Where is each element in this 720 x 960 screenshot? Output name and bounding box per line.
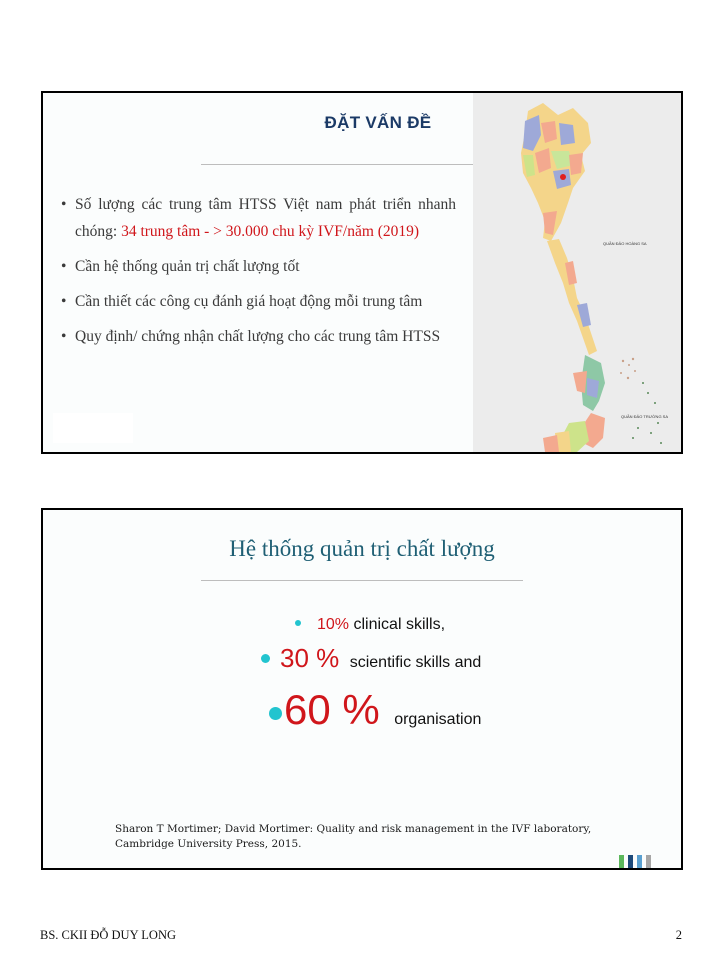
list-item <box>61 253 456 280</box>
list-item <box>61 323 456 350</box>
list-item <box>61 191 456 245</box>
paracel-islands <box>620 358 636 379</box>
logo-bar <box>619 855 624 868</box>
slide-2 <box>41 508 683 870</box>
bullet-text: Số lượng các trung tâm HTSS Việt nam phát triển nhanh chóng: <box>75 196 456 240</box>
spratly-islands <box>632 382 662 444</box>
bullet-text: Cần hệ thống quản trị chất lượng tốt <box>75 258 300 275</box>
bullet-text: Quy định/ chứng nhận chất lượng cho các trung tâm HTSS <box>75 328 441 345</box>
bullet-icon: • <box>61 258 67 275</box>
citation-line: Sharon T Mortimer; David Mortimer: Quality and risk management in the IVF laboratory, <box>115 823 592 835</box>
stat-label: scientific skills and <box>349 654 482 671</box>
vietnam-map-icon <box>473 93 681 452</box>
map-region <box>569 153 583 175</box>
stat-clinical <box>295 616 445 634</box>
stat-percent: 60 % <box>284 686 380 733</box>
bullet-icon: • <box>61 328 67 345</box>
page-number: 2 <box>675 928 682 942</box>
map-region <box>543 435 559 452</box>
spratly-label: QUẦN ĐẢO TRƯỜNG SA <box>621 414 668 419</box>
bullet-icon: • <box>61 293 67 310</box>
title-divider <box>201 580 523 581</box>
paracel-label: QUẦN ĐẢO HOÀNG SA <box>603 241 647 246</box>
citation-line: Cambridge University Press, 2015. <box>115 838 302 850</box>
slide-1-title: ĐẶT VẤN ĐỀ <box>324 113 432 132</box>
title-divider <box>201 164 473 165</box>
citation <box>115 822 635 852</box>
map-region <box>587 378 599 398</box>
stat-label: organisation <box>394 711 482 728</box>
logo-bar <box>628 855 633 868</box>
map-region <box>573 371 587 393</box>
stat-percent: 10% <box>317 616 350 633</box>
bullet-dot-icon <box>261 654 270 663</box>
highlight-text: 34 trung tâm - > 30.000 chu kỳ IVF/năm (2019) <box>121 223 420 240</box>
bullet-list <box>61 191 456 358</box>
stat-label: clinical skills, <box>353 616 446 633</box>
map-region <box>559 123 575 145</box>
logo-bars-icon <box>619 855 651 868</box>
list-item <box>61 288 456 315</box>
footer-author: BS. CKII ĐỖ DUY LONG <box>40 928 176 942</box>
logo-bar <box>646 855 651 868</box>
bullet-text: Cần thiết các công cụ đánh giá hoạt động mỗi trung tâm <box>75 293 423 310</box>
slide-1 <box>41 91 683 454</box>
stat-scientific <box>261 643 481 674</box>
stat-organisation <box>269 686 481 734</box>
stat-percent: 30 % <box>280 643 340 673</box>
bullet-dot-icon <box>269 707 282 720</box>
capital-marker-icon <box>560 174 566 180</box>
vietnam-map-panel <box>473 93 681 452</box>
logo-bar <box>637 855 642 868</box>
bullet-icon: • <box>61 196 67 213</box>
bullet-dot-icon <box>295 620 301 626</box>
placeholder-box <box>53 413 133 443</box>
map-region <box>547 239 597 355</box>
slide-2-title: Hệ thống quản trị chất lượng <box>229 536 495 561</box>
